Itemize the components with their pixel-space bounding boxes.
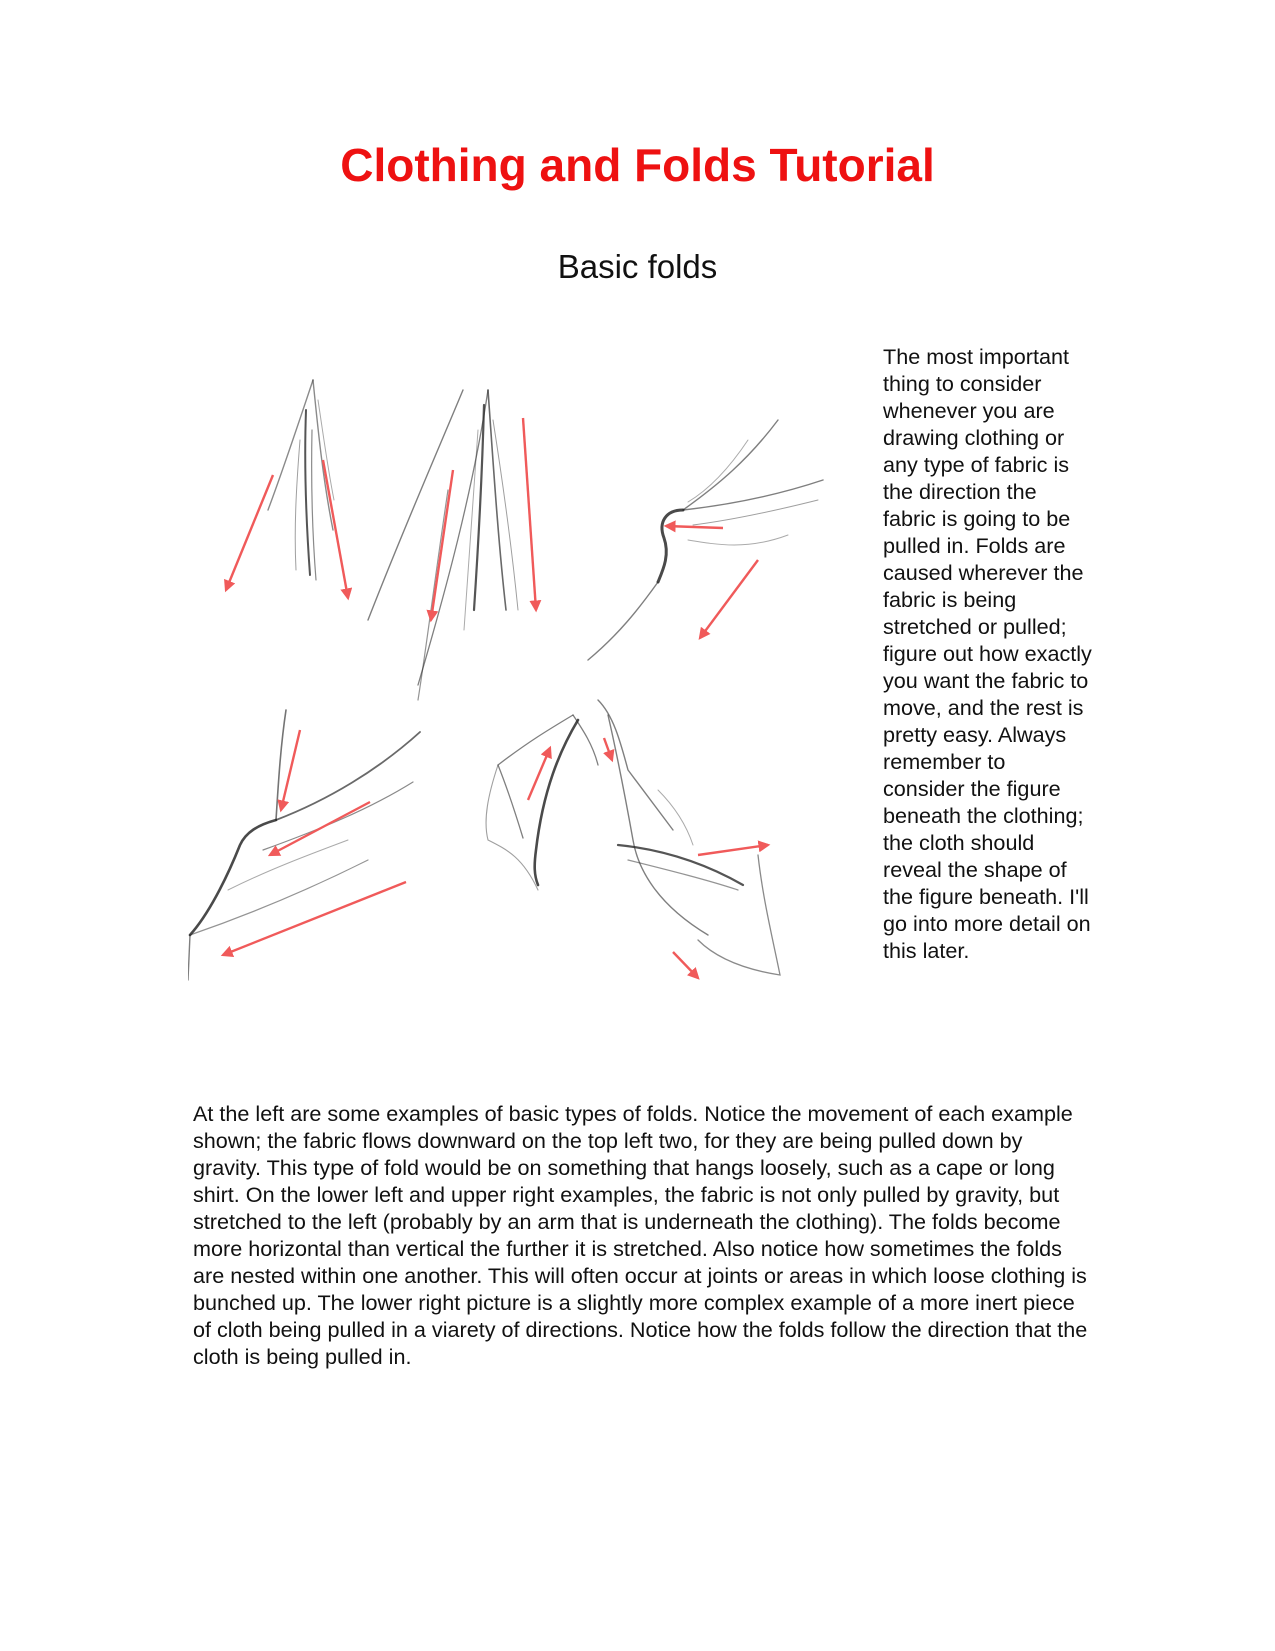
arrow-bottom-right-4 <box>673 952 698 978</box>
arrow-bottom-left-1 <box>281 730 300 810</box>
page-title: Clothing and Folds Tutorial <box>340 139 935 191</box>
arrow-top-middle-2 <box>523 418 536 610</box>
arrow-top-middle-1 <box>431 470 453 620</box>
fold-sketch-top-right <box>588 420 823 660</box>
arrow-bottom-right-3 <box>698 845 768 855</box>
arrow-bottom-left-2 <box>270 802 370 855</box>
intro-paragraph: The most important thing to consider whenever you are drawing clothing or any type of fabric is the direction the fabric is going to be pulled in. Folds are caused wherever the fabric is being stretched or pulled; figure out how exactly you want the fabric to move, and the rest is pretty easy. Always remember to consider the figure beneath the clothing; the cloth should reveal the shape of the figure beneath. I'll go into more detail on this later. <box>883 344 1092 963</box>
fold-sketch-top-left <box>268 380 334 580</box>
arrow-top-left-1 <box>226 475 273 590</box>
fold-sketch-bottom-left <box>188 710 420 980</box>
folds-illustration <box>188 370 848 1050</box>
arrow-top-right-1 <box>666 526 723 528</box>
examples-paragraph: At the left are some examples of basic types of folds. Notice the movement of each example shown; the fabric flows downward on the top left two, for they are being pulled down by gravity. This type of fold would be on something that hangs loosely, such as a cape or long shirt. On the lower left and upper right examples, the fabric is not only pulled by gravity, but stretched to the left (probably by an arm that is underneath the clothing). The folds become more horizontal than vertical the further it is stretched. Also notice how sometimes the folds are nested within one another. This will often occur at joints or areas in which loose clothing is bunched up. The lower right picture is a slightly more complex example of a more inert piece of cloth being pulled in a viarety of directions. Notice how the folds follow the direction that the cloth is being pulled in. <box>193 1101 1088 1369</box>
arrow-top-right-2 <box>700 560 758 638</box>
section-heading: Basic folds <box>557 248 718 285</box>
arrow-bottom-right-2 <box>604 738 612 760</box>
arrow-top-left-2 <box>323 460 348 598</box>
fold-sketch-bottom-right <box>486 700 780 975</box>
arrow-bottom-left-3 <box>223 882 406 955</box>
